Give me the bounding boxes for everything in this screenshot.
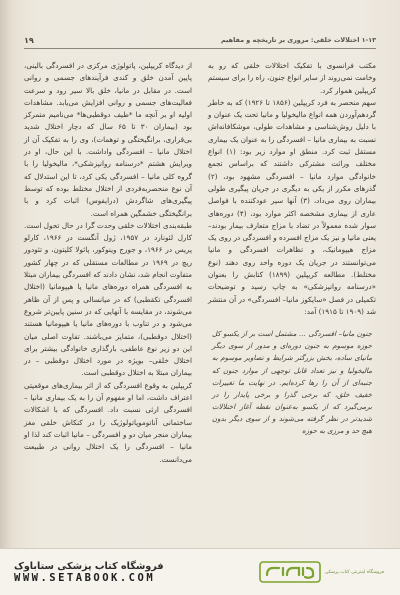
store-url-link[interactable]: WWW.SETABOOK.COM: [14, 571, 156, 584]
paragraph: کریپلین به وقوع افسردگی که از اثر بیماری‌های موقعیتی اعتراف داشت، اما او مفهوم آن را به یک بیماری مانیا – افسردگی ارثی نسبت داد. افسردگی که با اشکالات ساختمانی آناتوموپاتولوژیک را در کنکاش خلقی مغز بیماران منجر میان دو و افسردگی – مانیا اثبات کند لذا او مانیا – افسردگی را یک اختلال روانی در طبیعت می‌دانست.: [24, 380, 192, 464]
paragraph: مکتب فرانسوی با تفکیک اختلالات خلقی که رو به وخامت نمی‌روند از سایر انواع جنون، راه را برای سیستم کریپلین هموار کرد.: [208, 61, 376, 95]
logo-subtitle: فروشگاه اینترنتی کتاب پزشکی: [324, 569, 384, 575]
running-head: [24, 33, 376, 47]
right-text-column: [208, 60, 376, 437]
running-head-title: ۱-۱۳ اختلالات خلقی: مروری بر تاریخچه و مفاهیم: [221, 36, 376, 44]
page-number: ۱۹: [24, 35, 34, 45]
paragraph: سهم منحصر به فرد کریپلین (۱۸۵۶ تا ۱۹۲۶) که به خاطر گردهم‌آوردن همه انواع مالیخولیا و مانیا تحت یک عنوان و با دلیل روش‌شناسی و مشاهدات طولی، موشکافانه‌اش نسبت به بیماری مانیا – افسردگی را به عنوان یک بیماری مستقل ثبت کرد. منطق او موارد زیر بود: (۱) انواع مختلف وراثت مشترکی داشتند که براساس تجمع خانوادگی موارد مانیا – افسردگی مشهود بود، (۲) گذرهای مکرر از یکی به دیگری در جریان پیگیری طولی بیماران روی می‌داد، (۳) آنها سیر عودکننده با فواصل عاری از بیماری مشخصه اکثر موارد بود، (۴) دوره‌های سوار شده معمولاً در تضاد با مزاج متعارف بیمار بودند– یعنی مانیا و نیز یک مزاج افسرده و افسردگی در روی یک مزاج هیپومانیک، و تظاهرات افسردگی و مانیا می‌توانستند در جریان یک دوره واحد روی دهند (نوع مختلط). مطالعه کریپلین (۱۸۹۹) کتابش را بعنوان «درسنامه روانپزشکی» به چاپ رسید و توضیحات تکمیلی در فصل «سایکوز مانیا– افسردگی» در آن منتشر شد (۱۹۰۹ تا ۱۹۱۵) آمد:: [208, 97, 377, 316]
left-text-column: [24, 60, 192, 466]
header-divider: [24, 48, 376, 49]
setabook-logo-icon: [259, 559, 321, 585]
store-name: فروشگاه کتاب پزشکی ستاباوک: [14, 560, 164, 572]
store-info: [14, 561, 164, 584]
store-footer-banner: [0, 548, 400, 595]
block-quote: جنون مانیا– افسردگی ... مشتمل است بر از یکسو کل حوزه موسوم به جنون دوره‌ای و مدور از سوی دیگر مانیای ساده، بخش بزرگتر شرایط و تصاویر موسوم به مالیخولیا و نیز تعداد قابل توجهی از موارد جنون که جنبه‌ای از آن را رها کرده‌ایم. در نهایت ما تغییرات خفیف خلق، که برخی گذرا و برخی پایدار را در برمی‌گیرد که از یکسو به‌عنوان نقطه آغاز اختلالات شدیدتر در نظر گرفته می‌شوند و از سوی دیگر بدون هیچ حد و مرزی به حوزه: [212, 330, 372, 435]
paragraph: از دیدگاه کریپلین، پاتولوژی مرکزی در افسردگی بالینی، پایین آمدن خلق و کندی فرآیندهای جسمی و روانی است. در مقابل در مانیا، خلق بالا سیر رود و سرعت فعالیت‌های جسمی و روانی افزایش می‌یابد. مشاهدات اولیه او بر آنچه ما *طیف دوقطبی‌ها* می‌نامیم متمرکز بود (بیماران ۳۰ تا ۶۵ سال که دچار اختلال شدید بی‌قراری، برانگیختگی و توهمات)، وی را به تفکیک آن از اختلال مانیا – افسردگی واداشت. با این حال، او در ویرایش هشتم *درسنامه روانپزشکی*، مالیخولیا را با گروه کلی مانیا – افسردگی یکی کرد، تا این استدلال که آن نوع منحصربه‌فردی از اختلال مختلط بوده که توسط پیگیری‌های شاگردش (درایفوس) اثبات کرد و با برانگیختگی خشمگین همراه است.: [24, 61, 192, 218]
store-logo[interactable]: [259, 559, 384, 585]
paragraph: طبقه‌بندی اختلالات خلقی وحدت گرا در حال تحول است. کارل لئونارد در ۱۹۵۷، ژول آنگست در ۱۹۶۶، کارلو پریس در ۱۹۶۶، و جورج وینوکور، پائولا کلیتون، و تئودور ریچ در ۱۹۶۹ در مطالعات مستقلی که در چهار کشور متفاوت انجام شد، نشان دادند که افسردگی بیماران مبتلا به افسردگی همراه دوره‌های مانیا یا هیپومانیا (اختلال افسردگی تکقطبی) که در میانسالی و پس از آن ظاهر می‌شوند، در مقایسه با آنهایی که در سنین پایین‌تر شروع می‌شود و در تناوب با دوره‌های مانیا یا هیپومانیا هستند (اختلال دوقطبی)، متمایز می‌باشند. تفاوت اصلی میان این دو زیر نوع عاطفی، بارگذاری خانوادگی بیشتر برای اختلال خلقی– بویژه در مورد اختلال دوقطبی – در بیماران مبتلا به اختلال دوقطبی است.: [24, 220, 193, 378]
